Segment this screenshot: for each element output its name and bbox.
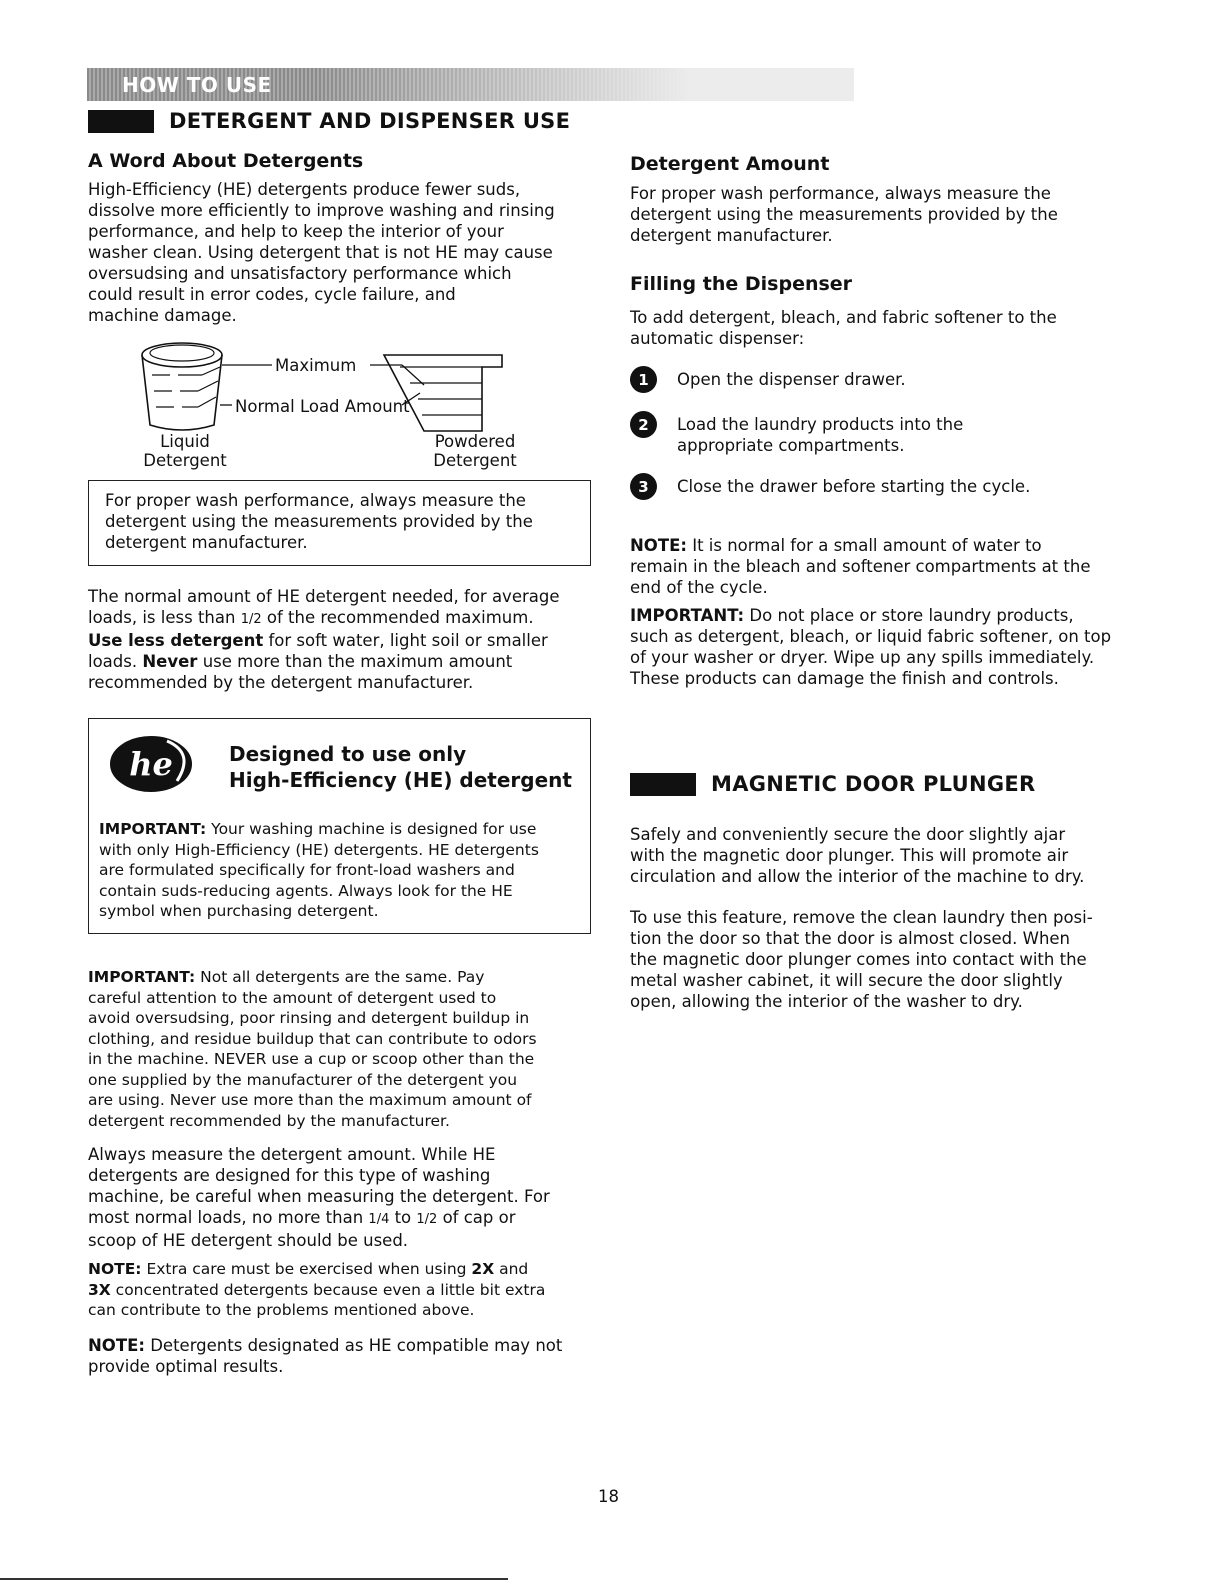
text-line: are using. Never use more than the maximum amount of — [88, 1091, 532, 1109]
text-line: The normal amount of HE detergent needed, for average — [88, 587, 560, 606]
fraction: 1/2 — [416, 1212, 438, 1227]
he-logo-icon — [107, 733, 195, 795]
text-line — [88, 607, 608, 630]
text-run: to — [389, 1208, 417, 1227]
text-run: use more than the maximum amount — [197, 652, 513, 671]
text-line: scoop of HE detergent should be used. — [88, 1231, 409, 1250]
text-run: It is normal for a small amount of water to — [686, 536, 1042, 555]
normal-amount-text — [88, 586, 608, 693]
text-line: recommended by the detergent manufacturer. — [88, 673, 474, 692]
step-3 — [630, 473, 1030, 500]
text-line: can contribute to the problems mentioned above. — [88, 1301, 475, 1319]
text-line: detergent manufacturer. — [105, 533, 308, 552]
note-compatible-text — [88, 1335, 608, 1377]
text-line: detergent using the measurements provided by the — [630, 205, 1058, 224]
maximum-label: Maximum — [275, 356, 357, 375]
text-line: such as detergent, bleach, or liquid fabric softener, on top — [630, 627, 1112, 646]
text-run: of the recommended maximum. — [261, 608, 534, 627]
text-line — [88, 630, 608, 651]
measure-note-box — [88, 480, 591, 566]
text-line: machine damage. — [88, 306, 237, 325]
text-line: contain suds-reducing agents. Always look for the HE — [99, 881, 513, 900]
fraction: 1/2 — [240, 612, 262, 627]
text-line: careful attention to the amount of detergent used to — [88, 988, 497, 1007]
step-line: Open the dispenser drawer. — [677, 370, 906, 389]
step-2 — [630, 411, 963, 456]
text-line: detergent recommended by the manufacturer. — [88, 1111, 450, 1130]
text-line: with the magnetic door plunger. This will promote air — [630, 846, 1069, 865]
step-1 — [630, 366, 906, 393]
text-run: Extra care must be exercised when using — [141, 1260, 472, 1278]
text-line: automatic dispenser: — [630, 329, 805, 348]
section-heading-plunger — [630, 772, 1036, 796]
bold-run: 2X — [471, 1260, 495, 1278]
text-run: most normal loads, no more than — [88, 1208, 369, 1227]
text-run: concentrated detergents because even a little bit extra — [110, 1280, 546, 1299]
important-label: IMPORTANT: — [630, 606, 745, 625]
text-line: remain in the bleach and softener compartments at the — [630, 557, 1091, 576]
filling-intro-text — [630, 307, 1150, 349]
label-line: Powdered — [434, 432, 516, 451]
text-run: of cap or — [437, 1208, 516, 1227]
note-concentrated-text — [88, 1259, 608, 1321]
text-line: tion the door so that the door is almost closed. When — [630, 929, 1071, 948]
text-line — [88, 1207, 608, 1230]
text-line: dissolve more efficiently to improve washing and rinsing — [88, 201, 555, 220]
text-line — [630, 535, 1160, 556]
text-line — [88, 1259, 608, 1280]
plunger-para-2 — [630, 907, 1160, 1012]
text-line: with only High-Efficiency (HE) detergents. HE detergents — [99, 840, 539, 859]
important-detergents-text — [88, 967, 603, 1131]
text-run: loads, is less than — [88, 608, 241, 627]
text-line — [88, 651, 608, 672]
always-measure-text — [88, 1144, 608, 1251]
text-line: For proper wash performance, always measure the — [105, 491, 526, 510]
text-line: one supplied by the manufacturer of the detergent you — [88, 1070, 518, 1089]
he-logo-text: he — [129, 745, 173, 783]
how-to-use-banner — [87, 68, 854, 101]
label-line: Liquid — [160, 432, 210, 451]
text-line: in the machine. NEVER use a cup or scoop other than the — [88, 1050, 535, 1068]
text-line: provide optimal results. — [88, 1357, 284, 1376]
text-run: Do not place or store laundry products, — [744, 606, 1074, 625]
text-line: Always measure the detergent amount. While HE — [88, 1145, 496, 1164]
section-title: MAGNETIC DOOR PLUNGER — [711, 772, 1036, 796]
detergent-amount-heading: Detergent Amount — [630, 153, 830, 175]
text-line — [99, 819, 584, 840]
text-line: oversudsing and unsatisfactory performance which — [88, 264, 512, 283]
step-text — [677, 366, 906, 390]
detergent-measure-figure — [140, 333, 570, 445]
note-label: NOTE: — [88, 1336, 145, 1355]
text-line: could result in error codes, cycle failure, and — [88, 285, 456, 304]
text-line: To use this feature, remove the clean laundry then posi- — [630, 908, 1093, 927]
step-text — [677, 411, 963, 456]
bold-run: 3X — [88, 1280, 111, 1299]
text-line: clothing, and residue buildup that can contribute to odors — [88, 1029, 537, 1048]
he-box-title — [229, 741, 572, 793]
step-line: Close the drawer before starting the cycle. — [677, 477, 1031, 496]
label-line: Detergent — [433, 451, 517, 470]
step-number: 1 — [630, 366, 657, 393]
step-number: 2 — [630, 411, 657, 438]
text-run: loads. — [88, 652, 143, 671]
powdered-detergent-label — [420, 432, 530, 470]
text-line — [88, 1335, 608, 1356]
he-box-text — [99, 819, 584, 922]
section-bar — [630, 773, 696, 796]
text-run: for soft water, light soil or smaller — [263, 631, 548, 650]
filling-dispenser-heading: Filling the Dispenser — [630, 273, 853, 295]
text-line: machine, be careful when measuring the detergent. For — [88, 1187, 550, 1206]
text-line: High-Efficiency (HE) detergents produce fewer suds, — [88, 180, 521, 199]
text-line: are formulated specifically for front-load washers and — [99, 861, 515, 879]
text-line: detergent using the measurements provided by the — [105, 512, 533, 531]
bold-run: Use less detergent — [88, 631, 264, 650]
title-line: Designed to use only — [229, 742, 467, 766]
important-label: IMPORTANT: — [88, 968, 196, 986]
text-line — [630, 605, 1170, 626]
important-label: IMPORTANT: — [99, 820, 207, 838]
text-line: These products can damage the finish and controls. — [630, 669, 1059, 688]
important-products-text — [630, 605, 1170, 689]
step-number: 3 — [630, 473, 657, 500]
label-line: Detergent — [143, 451, 227, 470]
step-text — [677, 473, 1030, 497]
banner-title: HOW TO USE — [122, 73, 272, 97]
section-title: DETERGENT AND DISPENSER USE — [169, 109, 571, 133]
page-number: 18 — [598, 1487, 619, 1506]
text-line: metal washer cabinet, it will secure the door slightly — [630, 971, 1063, 990]
text-line — [88, 967, 603, 988]
text-run: Detergents designated as HE compatible may not — [144, 1336, 563, 1355]
step-line: appropriate compartments. — [677, 436, 905, 455]
text-line — [88, 1280, 608, 1301]
text-run: Not all detergents are the same. Pay — [195, 968, 485, 986]
note-label: NOTE: — [88, 1260, 142, 1278]
section-bar — [88, 110, 154, 133]
word-about-text — [88, 179, 608, 326]
normal-load-label: Normal Load Amount — [235, 397, 410, 416]
text-line: avoid oversudsing, poor rinsing and detergent buildup in — [88, 1009, 530, 1027]
text-line: circulation and allow the interior of the machine to dry. — [630, 867, 1085, 886]
text-line: end of the cycle. — [630, 578, 768, 597]
word-about-heading: A Word About Detergents — [88, 150, 364, 172]
bottom-rule — [0, 1578, 508, 1580]
text-line: detergents are designed for this type of washing — [88, 1166, 491, 1185]
banner-fade — [314, 68, 854, 101]
plunger-para-1 — [630, 824, 1160, 887]
text-run: Your washing machine is designed for use — [206, 820, 537, 838]
text-line: detergent manufacturer. — [630, 226, 833, 245]
text-line: symbol when purchasing detergent. — [99, 902, 379, 920]
fraction: 1/4 — [368, 1212, 390, 1227]
text-line: Safely and conveniently secure the door slightly ajar — [630, 825, 1066, 844]
text-line: open, allowing the interior of the washer to dry. — [630, 992, 1023, 1011]
section-heading-detergent — [88, 109, 570, 133]
text-line: washer clean. Using detergent that is not HE may cause — [88, 243, 553, 262]
text-run: and — [494, 1260, 529, 1278]
bold-run: Never — [142, 652, 198, 671]
text-line: of your washer or dryer. Wipe up any spills immediately. — [630, 648, 1095, 667]
text-line: To add detergent, bleach, and fabric softener to the — [630, 308, 1057, 327]
text-line: the magnetic door plunger comes into contact with the — [630, 950, 1087, 969]
liquid-detergent-label — [130, 432, 240, 470]
title-line: High-Efficiency (HE) detergent — [229, 768, 572, 792]
he-info-box — [88, 718, 591, 934]
text-line: performance, and help to keep the interior of your — [88, 222, 504, 241]
note-label: NOTE: — [630, 536, 687, 555]
note-water-text — [630, 535, 1160, 598]
detergent-amount-text — [630, 183, 1150, 246]
step-line: Load the laundry products into the — [677, 415, 964, 434]
text-line: For proper wash performance, always measure the — [630, 184, 1051, 203]
